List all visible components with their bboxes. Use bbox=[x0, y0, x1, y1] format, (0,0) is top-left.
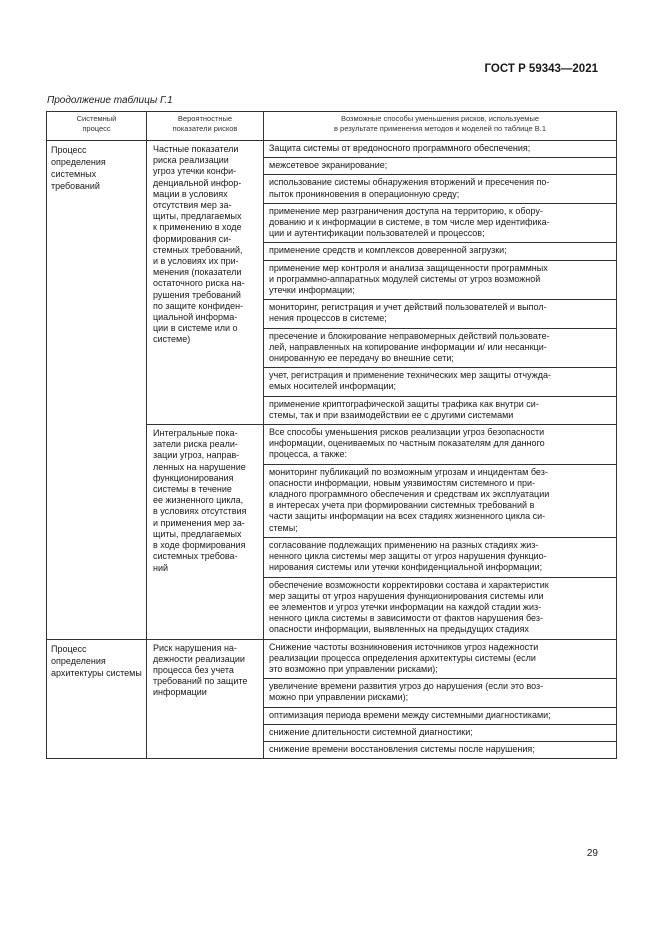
process-cell: Процесс определения системных требований bbox=[47, 141, 147, 640]
method-item bbox=[264, 175, 616, 203]
method-line: Снижение частоты возникновения источников угроз надежности bbox=[269, 641, 539, 652]
method-line: стемы; bbox=[269, 522, 298, 533]
method-item bbox=[264, 465, 616, 538]
table-row bbox=[47, 639, 617, 759]
method-item bbox=[264, 397, 616, 424]
method-item bbox=[264, 204, 616, 244]
methods-cell bbox=[264, 639, 617, 759]
indicator-line: отсутствия мер за- bbox=[153, 200, 232, 211]
indicator-line: затели риска реали- bbox=[153, 439, 238, 450]
method-item bbox=[264, 329, 616, 369]
method-line: Защита системы от вредоносного программного обеспечения; bbox=[269, 143, 531, 153]
method-line: информации, оцениваемых по частным показателям для данного bbox=[269, 438, 545, 449]
method-line: применение мер контроля и анализа защищенности программных bbox=[269, 262, 548, 273]
method-line: процесса, а также: bbox=[269, 449, 347, 460]
indicator-cell bbox=[147, 639, 264, 759]
indicator-line: менения (показатели bbox=[153, 267, 242, 278]
method-line: мер защиты от угроз нарушения функционирования системы или bbox=[269, 590, 544, 601]
indicator-line: по защите конфиден- bbox=[153, 300, 244, 311]
method-item bbox=[264, 538, 616, 578]
method-line: применение средств и комплексов доверенной загрузки; bbox=[269, 245, 507, 256]
method-item bbox=[264, 141, 616, 158]
indicator-line: Частные показатели bbox=[153, 144, 239, 154]
method-line: онированную ее передачу во внешние сети; bbox=[269, 353, 454, 364]
method-line: лей, направленных на копирование информации и/ или несанкци- bbox=[269, 341, 547, 352]
indicator-line: системных требова- bbox=[153, 551, 238, 562]
method-line: мониторинг публикаций по возможным угрозам и инцидентам без- bbox=[269, 466, 548, 477]
method-line: утечки информации; bbox=[269, 285, 355, 296]
process-cell: Процесс определения архитектуры системы bbox=[47, 639, 147, 759]
header-risk-indicators: Вероятностные показатели рисков bbox=[147, 112, 264, 141]
indicator-line: системы в течение bbox=[153, 484, 232, 495]
indicator-line: в условиях отсутствия bbox=[153, 506, 247, 517]
method-line: Все способы уменьшения рисков реализации угроз безопасности bbox=[269, 427, 545, 438]
method-line: емых носителей информации; bbox=[269, 381, 396, 392]
method-item bbox=[264, 261, 616, 301]
method-line: пыток проникновения в операционную среду; bbox=[269, 188, 460, 199]
method-line: обеспечение возможности корректировки состава и характеристик bbox=[269, 579, 549, 590]
risk-table bbox=[46, 111, 617, 759]
method-item bbox=[264, 578, 616, 639]
indicator-line: денциальной инфор- bbox=[153, 177, 242, 188]
indicator-line: информации bbox=[153, 687, 207, 698]
table-row bbox=[47, 141, 617, 425]
methods-cell bbox=[264, 425, 617, 639]
method-line: это возможно при управлении рисками); bbox=[269, 663, 438, 674]
indicator-line: ее жизненного цикла, bbox=[153, 495, 244, 506]
indicator-line: мации в условиях bbox=[153, 188, 228, 199]
header-risk-reduction-methods: Возможные способы уменьшения рисков, используемые в результате применения методов и моделей по таблице В.1 bbox=[264, 112, 617, 141]
method-line: межсетевое экранирование; bbox=[269, 160, 388, 171]
table-header-row bbox=[47, 112, 617, 141]
indicator-line: процесса без учета bbox=[153, 664, 234, 675]
indicator-cell bbox=[147, 141, 264, 425]
method-item bbox=[264, 725, 616, 742]
method-item bbox=[264, 679, 616, 707]
methods-cell bbox=[264, 141, 617, 425]
indicator-line: угроз утечки конфи- bbox=[153, 166, 237, 177]
indicator-line: остаточного риска на- bbox=[153, 278, 245, 289]
method-line: пресечение и блокирование неправомерных действий пользовате- bbox=[269, 330, 550, 341]
method-line: реализации процесса определения архитектуры системы (если bbox=[269, 652, 536, 663]
method-line: можно при управлении рисками); bbox=[269, 692, 409, 703]
method-line: стемы, так и при взаимодействии ее с другими системами bbox=[269, 409, 514, 420]
indicator-line: ции в системе или о bbox=[153, 323, 238, 334]
method-item bbox=[264, 708, 616, 725]
method-item bbox=[264, 243, 616, 260]
indicator-line: функционирования bbox=[153, 472, 234, 483]
method-line: снижение длительности системной диагностики; bbox=[269, 726, 473, 737]
indicator-line: и применения мер за- bbox=[153, 517, 245, 528]
method-line: опасности информации, выявленных на предыдущих стадиях bbox=[269, 624, 529, 635]
indicator-line: формирования си- bbox=[153, 233, 232, 244]
method-item bbox=[264, 158, 616, 175]
indicator-line: требований по защите bbox=[153, 676, 248, 687]
table-continuation-caption: Продолжение таблицы Г.1 bbox=[47, 95, 173, 106]
method-item bbox=[264, 300, 616, 328]
method-line: снижение времени восстановления системы после нарушения; bbox=[269, 743, 535, 754]
indicator-line: ленных на нарушение bbox=[153, 461, 246, 472]
indicator-line: рушения требований bbox=[153, 289, 241, 300]
method-line: ции и аутентификации пользователей и процессов; bbox=[269, 228, 485, 239]
method-line: кладного программного обеспечения и средствам их эксплуатации bbox=[269, 489, 550, 500]
method-line: ненного цикла системы в зависимости от фактов нарушения без- bbox=[269, 613, 543, 624]
header-system-process: Системный процесс bbox=[47, 112, 147, 141]
method-line: в интересах учета при формировании системных требований в bbox=[269, 500, 535, 511]
method-line: мониторинг, регистрация и учет действий пользователей и выпол- bbox=[269, 302, 547, 313]
method-item bbox=[264, 425, 616, 465]
indicator-line: к применению в ходе bbox=[153, 222, 242, 233]
indicator-line: дежности реализации bbox=[153, 653, 245, 664]
indicator-line: Интегральные пока- bbox=[153, 428, 238, 439]
page-number: 29 bbox=[586, 848, 598, 859]
method-line: применение криптографической защиты трафика как внутри си- bbox=[269, 398, 539, 409]
method-line: использование системы обнаружения вторжений и пресечения по- bbox=[269, 177, 550, 188]
method-line: учет, регистрация и применение технических мер защиты отчужда- bbox=[269, 370, 551, 381]
indicator-line: системе) bbox=[153, 334, 191, 345]
standard-number: ГОСТ Р 59343—2021 bbox=[484, 63, 598, 75]
indicator-line: стемных требований, bbox=[153, 244, 243, 255]
method-line: ее элементов и угроз утечки информации на каждой стадии жиз- bbox=[269, 601, 542, 612]
indicator-line: щиты, предлагаемых bbox=[153, 211, 242, 222]
method-line: согласование подлежащих применению на разных стадиях жиз- bbox=[269, 539, 539, 550]
indicator-line: зации угроз, направ- bbox=[153, 450, 240, 461]
indicator-line: и в условиях их при- bbox=[153, 256, 239, 267]
method-line: применение мер разграничения доступа на территорию, к обору- bbox=[269, 205, 543, 216]
method-line: нения процессов в системе; bbox=[269, 313, 387, 324]
indicator-line: Риск нарушения на- bbox=[153, 642, 237, 653]
method-line: дованию и к информации в системе, в том числе мер идентифика- bbox=[269, 217, 550, 228]
method-line: опасности информации, новым уязвимостям системного и при- bbox=[269, 477, 536, 488]
indicator-line: риска реализации bbox=[153, 155, 229, 166]
indicator-line: в ходе формирования bbox=[153, 540, 246, 551]
indicator-line: ний bbox=[153, 562, 169, 573]
method-line: увеличение времени развития угроз до нарушения (если это воз- bbox=[269, 681, 544, 692]
method-item bbox=[264, 640, 616, 680]
method-line: ненного цикла системы мер защиты от угроз нарушения функцио- bbox=[269, 551, 547, 562]
method-item bbox=[264, 742, 616, 758]
method-line: части защиты информации на всех стадиях жизненного цикла си- bbox=[269, 511, 546, 522]
method-item bbox=[264, 368, 616, 396]
method-line: оптимизация периода времени между системными диагностиками; bbox=[269, 709, 551, 720]
method-line: нирования системы или утечки конфиденциальной информации; bbox=[269, 562, 543, 573]
method-line: и программно-аппаратных модулей системы от угроз возможной bbox=[269, 273, 541, 284]
indicator-cell bbox=[147, 425, 264, 639]
indicator-line: щиты, предлагаемых bbox=[153, 528, 242, 539]
indicator-line: циальной информа- bbox=[153, 312, 238, 323]
